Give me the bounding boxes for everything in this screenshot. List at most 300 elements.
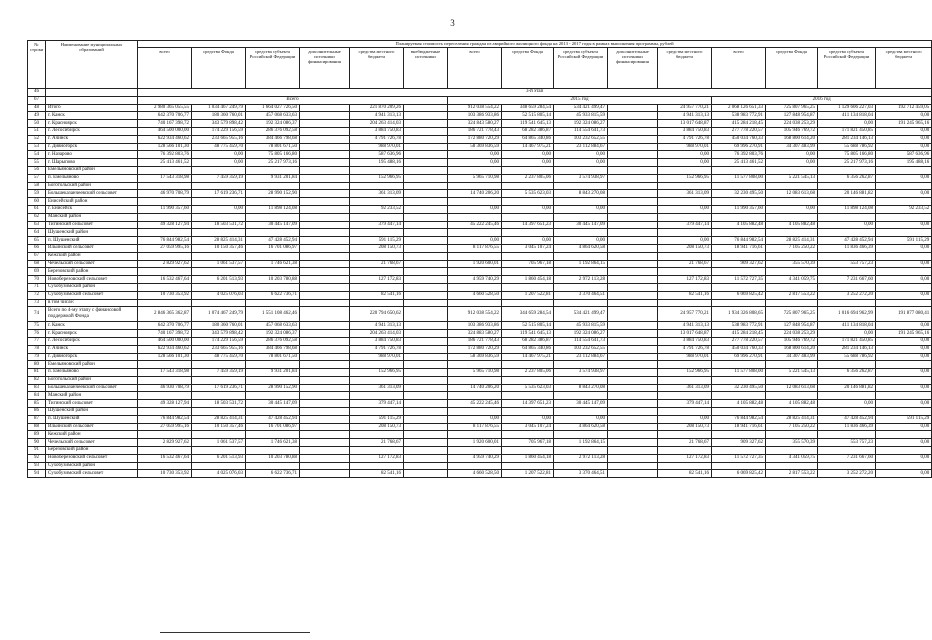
amount-cell [300,135,350,143]
amount-cell: 4 791 726,78 [658,345,712,353]
table-row [28,439,932,447]
amount-cell: 76 392 803,76 [712,151,766,159]
amount-cell [502,408,554,416]
amount-cell: 1 061 537,57 [192,260,246,268]
municipality-name: г. Назарово [46,151,138,159]
amount-cell [192,376,246,384]
amount-cell: 0,00 [192,151,246,159]
amount-cell: 11 898 124,08 [818,205,876,213]
amount-cell [766,166,818,174]
amount-cell [502,213,554,221]
amount-cell [448,283,502,291]
amount-cell [404,127,448,135]
amount-cell: 18 941 716,61 [712,244,766,252]
row-number: 60 [28,198,46,206]
amount-cell: 1 920 600,01 [448,260,502,268]
amount-cell: 591 115,29 [876,237,932,245]
municipality-name: г. Шарыпово [46,159,138,167]
amount-cell [300,439,350,447]
amount-cell [876,299,932,307]
amount-cell [300,268,350,276]
amount-cell: 0,00 [876,135,932,143]
page-number: 3 [450,18,455,28]
table-row [28,174,932,182]
amount-cell: 5 221 545,13 [766,369,818,377]
amount-cell [300,213,350,221]
amount-cell: 0,00 [554,151,608,159]
amount-cell: 705 967,18 [502,260,554,268]
amount-cell [300,244,350,252]
table-row [28,322,932,330]
amount-cell: 1 934 326 808,65 [712,307,766,322]
amount-cell [608,291,658,299]
amount-cell [300,408,350,416]
row-number: 85 [28,400,46,408]
amount-cell: 348 659 284,54 [502,104,554,112]
amount-cell: 17 543 318,98 [138,174,192,182]
municipality-name: Итого [46,104,138,112]
amount-cell: 58 369 836,59 [448,353,502,361]
amount-cell [766,361,818,369]
amount-cell: 45 222 245,46 [448,400,502,408]
amount-cell [350,376,404,384]
amount-cell: 0,00 [876,190,932,198]
amount-cell [404,135,448,143]
amount-cell [138,252,192,260]
amount-cell: 127 172,83 [350,454,404,462]
table-row [28,205,932,213]
amount-cell: 0,00 [876,112,932,120]
row-number: 71 [28,283,46,291]
row-number: 59 [28,190,46,198]
amount-cell: 82 541,16 [658,291,712,299]
amount-cell: 277 778 220,57 [712,337,766,345]
amount-cell [554,462,608,470]
amount-cell: 5 965 710,98 [448,369,502,377]
amount-cell [300,112,350,120]
amount-cell: 411 134 818,04 [818,112,876,120]
amount-cell: 2 817 553,22 [766,291,818,299]
amount-cell [712,198,766,206]
municipality-name: Сухобузимский сельсовет [46,470,138,478]
section-row [28,376,932,384]
amount-cell [554,283,608,291]
amount-cell: 119 541 645,13 [502,330,554,338]
amount-cell: 0,00 [876,143,932,151]
table-row [28,454,932,462]
amount-cell [350,431,404,439]
amount-cell [554,229,608,237]
amount-cell: 4 941 313,13 [658,112,712,120]
amount-cell [300,291,350,299]
amount-cell: 55 688 786,92 [818,143,876,151]
amount-cell [300,299,350,307]
amount-cell [404,299,448,307]
amount-cell [766,283,818,291]
municipality-name: Ильинский сельсовет [46,244,138,252]
amount-cell: 988 970,01 [350,353,404,361]
amount-cell [192,166,246,174]
amount-cell: 3 574 938,97 [554,174,608,182]
amount-cell: 13 017 648,87 [658,120,712,128]
amount-cell: 0,00 [192,205,246,213]
period-row [28,96,932,104]
amount-cell: 76 392 803,76 [138,151,192,159]
amount-cell [350,213,404,221]
amount-cell [138,392,192,400]
amount-cell [192,268,246,276]
amount-cell: 82 541,16 [658,470,712,478]
amount-cell: 740 167 398,72 [138,120,192,128]
amount-cell: 0,00 [766,151,818,159]
amount-cell [246,447,300,455]
amount-cell: 191 877 080,41 [876,307,932,322]
amount-cell [608,268,658,276]
amount-cell [608,276,658,284]
amount-cell [300,369,350,377]
amount-cell [608,337,658,345]
amount-cell: 622 934 460,62 [138,345,192,353]
amount-cell: 0,00 [876,470,932,478]
section-name: Енисейский район [46,198,138,206]
amount-cell: 76 844 982,54 [138,237,192,245]
amount-cell [300,205,350,213]
row-number: 48 [28,104,46,112]
row-number: 74 [28,307,46,322]
amount-cell: 0,00 [554,415,608,423]
amount-cell [608,151,658,159]
amount-cell: 0,00 [818,221,876,229]
amount-cell: 909 327,62 [712,260,766,268]
amount-cell [658,213,712,221]
row-number: 83 [28,384,46,392]
amount-cell [138,431,192,439]
amount-cell: 128 566 101,30 [138,143,192,151]
amount-cell [608,120,658,128]
amount-cell: 0,00 [658,159,712,167]
header-subcolumn: средства субъекта Российской Федерации [818,48,876,89]
amount-cell [766,229,818,237]
municipality-name: п. Шушенский [46,237,138,245]
header-subcolumn: средства субъекта Российской Федерации [554,48,608,89]
amount-cell [246,408,300,416]
amount-cell [712,299,766,307]
amount-cell: 8 843 270,08 [554,384,608,392]
amount-cell [138,198,192,206]
table-row [28,221,932,229]
municipality-name: п. Емельяново [46,369,138,377]
section-name: Манский район [46,213,138,221]
amount-cell [554,182,608,190]
amount-cell: 415 284 218,45 [712,120,766,128]
amount-cell: 11 572 727,35 [712,276,766,284]
amount-cell: 6 069 825,42 [712,291,766,299]
row-number: 67 [28,252,46,260]
amount-cell: 21 768,67 [350,260,404,268]
amount-cell: 0,00 [876,400,932,408]
period-row-number: 67 [28,96,46,104]
header-subcolumn: дополнительные источники финансирования [300,48,350,89]
amount-cell [300,120,350,128]
amount-cell [876,408,932,416]
amount-cell [404,462,448,470]
amount-cell [300,104,350,112]
amount-cell [404,143,448,151]
period-total-label: Всего [138,96,448,104]
amount-cell [404,276,448,284]
amount-cell [818,252,876,260]
amount-cell [300,470,350,478]
amount-cell: 25 217 973,16 [246,159,300,167]
amount-cell [818,462,876,470]
amount-cell [246,361,300,369]
amount-cell [502,462,554,470]
municipality-name: п. Емельяново [46,174,138,182]
table-row [28,237,932,245]
municipality-name: Большеказанчеевский сельсовет [46,190,138,198]
amount-cell [404,268,448,276]
table-row [28,423,932,431]
amount-cell: 8 117 876,55 [448,423,502,431]
amount-cell: 1 551 108 462,46 [246,307,300,322]
amount-cell [502,166,554,174]
municipality-name: г. Дивногорск [46,143,138,151]
amount-cell [712,392,766,400]
amount-cell: 68 282 386,87 [502,127,554,135]
amount-cell: 0,00 [818,400,876,408]
amount-cell [404,260,448,268]
amount-cell: 0,00 [876,244,932,252]
amount-cell [300,182,350,190]
amount-cell: 6 356 262,87 [818,174,876,182]
amount-cell [404,190,448,198]
amount-cell [404,345,448,353]
row-number: 64 [28,229,46,237]
amount-cell: 988 970,01 [658,353,712,361]
amount-cell: 25 413 461,52 [712,159,766,167]
header-subcolumn: всего [448,48,502,89]
amount-cell [502,182,554,190]
amount-cell [138,213,192,221]
amount-cell: 192 324 086,27 [554,120,608,128]
amount-cell [554,198,608,206]
amount-cell [554,431,608,439]
amount-cell [712,213,766,221]
amount-cell [404,182,448,190]
amount-cell: 988 970,01 [350,143,404,151]
amount-cell: 46 970 708,79 [138,190,192,198]
municipality-name: Ильинский сельсовет [46,423,138,431]
table-row [28,159,932,167]
row-number: 90 [28,439,46,447]
amount-cell: 355 570,39 [766,439,818,447]
amount-cell [404,198,448,206]
amount-cell: 11 990 357,60 [138,205,192,213]
amount-cell: 1 016 694 962,99 [818,307,876,322]
amount-cell [608,112,658,120]
amount-cell: 379 447,14 [350,221,404,229]
amount-cell: 343 579 898,42 [192,330,246,338]
row-number: 78 [28,345,46,353]
amount-cell [818,431,876,439]
amount-cell: 642 370 706,77 [138,322,192,330]
table-row [28,337,932,345]
amount-cell [608,384,658,392]
amount-cell [404,205,448,213]
header-subcolumn: средства Фонда [502,48,554,89]
amount-cell: 7 459 359,19 [192,174,246,182]
amount-cell [766,198,818,206]
amount-cell: 1 920 600,01 [448,439,502,447]
amount-cell [876,166,932,174]
amount-cell: 186 721 778,43 [448,127,502,135]
amount-cell: 14 397 651,23 [502,221,554,229]
amount-cell: 9 931 201,84 [246,369,300,377]
amount-cell: 45 933 815,59 [554,112,608,120]
amount-cell [658,283,712,291]
municipality-name: г. Ачинск [46,345,138,353]
amount-cell: 12 083 613,68 [766,190,818,198]
municipality-name: г. Енисейск [46,205,138,213]
amount-cell: 0,00 [876,221,932,229]
amount-cell: 457 068 633,63 [246,112,300,120]
amount-cell [658,182,712,190]
amount-cell [300,260,350,268]
amount-cell: 591 115,29 [876,415,932,423]
amount-cell [300,166,350,174]
municipality-name: Чечельский сельсовет [46,439,138,447]
amount-cell: 553 757,23 [818,439,876,447]
amount-cell: 17 619 236,71 [192,384,246,392]
amount-cell: 4 105 882,48 [766,400,818,408]
amount-cell: 28 990 152,90 [246,190,300,198]
amount-cell [818,213,876,221]
amount-cell [766,462,818,470]
amount-cell [554,392,608,400]
amount-cell: 0,00 [554,205,608,213]
amount-cell [608,190,658,198]
amount-cell [350,408,404,416]
amount-cell [138,361,192,369]
amount-cell [300,376,350,384]
amount-cell [608,439,658,447]
amount-cell [502,229,554,237]
header-subcolumn: средства субъекта Российской Федерации [246,48,300,89]
amount-cell: 30 445 147,09 [246,221,300,229]
amount-cell: 49 328 127,94 [138,400,192,408]
amount-cell: 642 370 706,77 [138,112,192,120]
row-number: 84 [28,392,46,400]
amount-cell [554,252,608,260]
amount-cell [350,252,404,260]
amount-cell: 3 884 750,83 [658,127,712,135]
amount-cell [766,431,818,439]
row-number: 53 [28,143,46,151]
amount-cell [876,392,932,400]
amount-cell: 28 825 414,31 [766,415,818,423]
amount-cell: 0,00 [876,174,932,182]
amount-cell [138,229,192,237]
amount-cell: 46 930 708,79 [138,384,192,392]
row-number: 52 [28,135,46,143]
amount-cell: 114 554 641,73 [554,337,608,345]
amount-cell: 10 203 780,88 [246,454,300,462]
section-name: Кежский район [46,252,138,260]
amount-cell: 192 324 086,27 [554,330,608,338]
amount-cell [766,299,818,307]
amount-cell [300,276,350,284]
amount-cell: 4 025 076,03 [192,291,246,299]
stage-row [28,89,932,97]
amount-cell [404,431,448,439]
amount-cell [712,431,766,439]
row-number: 55 [28,159,46,167]
amount-cell: 0,00 [876,454,932,462]
amount-cell: 4 791 726,78 [350,135,404,143]
amount-cell: 464 500 000,00 [138,127,192,135]
amount-cell: 355 570,39 [766,260,818,268]
amount-cell [608,166,658,174]
amount-cell: 20 146 881,82 [818,384,876,392]
amount-cell: 324 843 580,27 [448,120,502,128]
amount-cell: 11 577 808,00 [712,174,766,182]
amount-cell: 6 201 513,93 [192,454,246,462]
period-2016-label: 2016 год [712,96,932,104]
amount-cell: 30 445 147,09 [554,221,608,229]
amount-cell [300,400,350,408]
amount-cell [502,252,554,260]
amount-cell: 45 933 815,59 [554,322,608,330]
row-number: 62 [28,213,46,221]
header-title-row [28,41,932,48]
section-name: Сухобузимский район [46,283,138,291]
amount-cell: 1 061 537,57 [192,439,246,447]
amount-cell [608,252,658,260]
amount-cell [876,213,932,221]
amount-cell: 591 115,29 [350,415,404,423]
amount-cell [818,392,876,400]
amount-cell: 18 503 531,72 [192,221,246,229]
amount-cell: 0,00 [448,237,502,245]
amount-cell: 171 821 450,85 [818,337,876,345]
amount-cell: 2 972 113,28 [554,276,608,284]
amount-cell: 3 252 272,20 [818,291,876,299]
amount-cell [554,408,608,416]
amount-cell [712,361,766,369]
amount-cell [138,462,192,470]
table-row [28,260,932,268]
amount-cell [502,198,554,206]
amount-cell [502,447,554,455]
row-number: 81 [28,369,46,377]
amount-cell [246,283,300,291]
amount-cell: 18 941 716,61 [712,423,766,431]
table-row [28,104,932,112]
section-row [28,252,932,260]
row-number: 88 [28,423,46,431]
amount-cell: 69 996 270,91 [712,143,766,151]
amount-cell [138,299,192,307]
amount-cell [608,299,658,307]
amount-cell [876,462,932,470]
table-row [28,291,932,299]
table-row [28,470,932,478]
amount-cell [300,353,350,361]
amount-cell: 3 884 750,83 [658,337,712,345]
header-municipality: Наименование муниципальных образований [46,41,138,89]
municipality-name: г. Лесосибирск [46,127,138,135]
section-name: Шушенский район [46,408,138,416]
